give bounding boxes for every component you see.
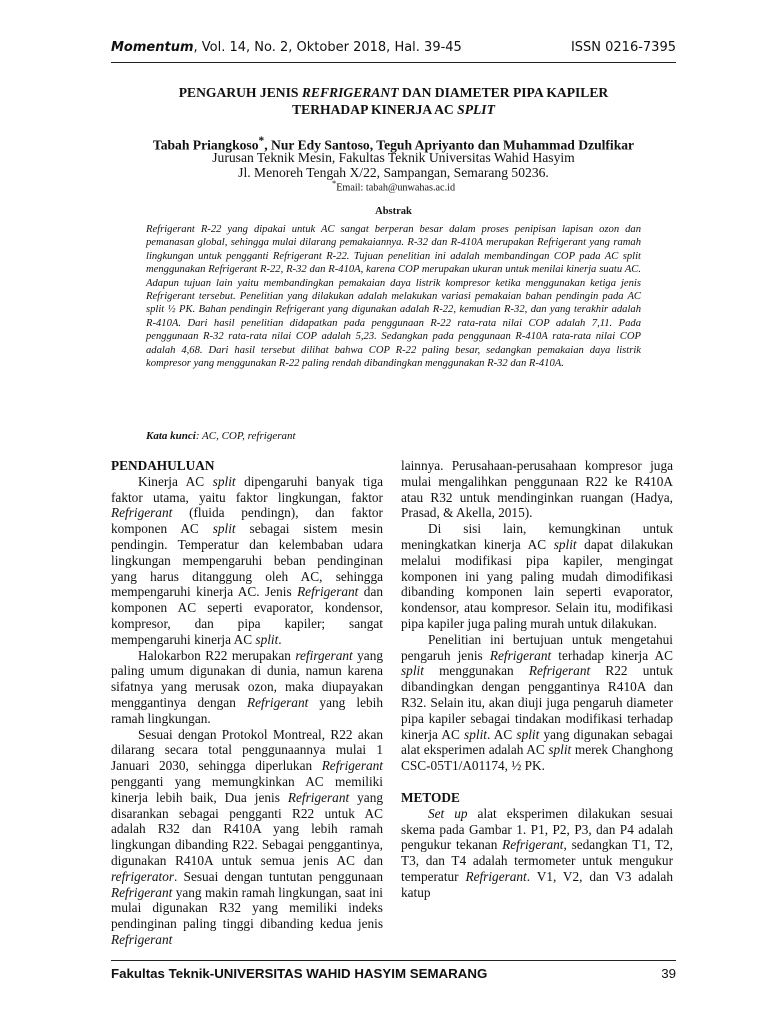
paragraph: lainnya. Perusahaan-perusahaan kompresor juga mulai mengalihkan penggunaan R22 ke R410A atau R32 untuk mendinginkan ruangan (Hadya, Prasad, & Akella, 2015). — [401, 458, 673, 521]
author-rest: , Nur Edy Santoso, Teguh Apriyanto dan Muhammad Dzulfikar — [264, 137, 635, 153]
paragraph: Kinerja AC split dipengaruhi banyak tiga faktor utama, yaitu faktor lingkungan, faktor Refrigerant (fluida pendingn), dan faktor komponen AC split sebagai sistem mesin pendingin. Temperatur dan kelembaban udara lingkungan mempengaruhi beban pendinginan yang harus ditanggung oleh AC, sehingga mempengaruhi kinerja AC. Jenis Refrigerant dan komponen AC seperti evaporator, kondensor, kompresor, dan pipa kapiler; sangat mempengaruhi kinerja AC split. — [111, 473, 384, 647]
email-mark: * — [331, 178, 337, 188]
author-email — [111, 178, 676, 193]
title-text: TERHADAP KINERJA AC — [292, 102, 458, 117]
footer-rule — [111, 960, 676, 961]
paragraph: Set up alat eksperimen dilakukan sesuai skema pada Gambar 1. P1, P2, P3, dan P4 adalah pengukur tekanan Refrigerant, sedangkan T1, T2, T3, dan T4 adalah termometer untuk mengukur temperatur Refrigerant. V1, V2, dan V3 adalah katup — [401, 805, 673, 900]
header-rule — [111, 62, 676, 63]
abstract-heading: Abstrak — [375, 206, 412, 217]
journal-citation — [111, 40, 462, 55]
keywords — [146, 430, 296, 442]
section-heading-pendahuluan: PENDAHULUAN — [111, 458, 215, 473]
paragraph: Di sisi lain, kemungkinan untuk meningkatkan kinerja AC split dapat dilakukan melalui modifikasi pipa kapiler, mengingat komponen ini yang paling mudah dimodifikasi dibanding komponen lain seperti evaporator, kondensor, atau kompresor. Selain itu, modifikasi pipa kapiler juga paling murah untuk dilakukan. — [401, 521, 673, 631]
email-text: Email: tabah@unwahas.ac.id — [336, 182, 456, 194]
keywords-text: : AC, COP, refrigerant — [195, 430, 296, 442]
section-heading-metode: METODE — [401, 789, 460, 805]
paper-title — [111, 84, 676, 118]
affiliation-address: Jl. Menoreh Tengah X/22, Sampangan, Semarang 50236. — [238, 165, 549, 180]
issn: ISSN 0216-7395 — [570, 40, 676, 55]
author-first: Tabah Priangkoso — [152, 137, 259, 153]
corresponding-mark: * — [258, 135, 265, 147]
title-italic: REFRIGERANT — [301, 85, 399, 100]
title-text: DAN DIAMETER PIPA KAPILER — [398, 85, 609, 100]
left-column — [111, 458, 383, 948]
title-italic: SPLIT — [457, 102, 495, 117]
paragraph: Halokarbon R22 merupakan refirgerant yang paling umum digunakan di dunia, namun karena sifatnya yang merusak ozon, maka diupayakan menggantinya dengan Refrigerant yang lebih ramah lingkungan. — [111, 647, 384, 726]
running-header — [111, 40, 676, 60]
paragraph: Penelitian ini bertujuan untuk mengetahui pengaruh jenis Refrigerant terhadap kinerja AC split menggunakan Refrigerant R22 untuk dibandingkan dengan penggantinya R410A dan R32. Selain itu, akan diuji juga pengaruh diameter pipa kapiler sebagai tindakan modifikasi terhadap kinerja AC split. AC split yang digunakan sebagai alat eksperimen adalah AC split merek Changhong CSC-05T1/A01174, ½ PK. — [401, 631, 673, 774]
abstract-text: Refrigerant R-22 yang dipakai untuk AC sangat berperan besar dalam proses penipisan lapisan ozon dan pemanasan global, sehingga mulai dilarang pemakaiannya. R-32 dan R-410A merupakan Refrigerant yang ramah lingkungan untuk pengganti Refrigerant R-22. Tujuan penelitian ini adalah membandingan COP pada AC split menggunakan Refrigerant R-22, R-32 dan R-410A, karena COP merupakan ukuran untuk menilai kinerja suatu AC. Adapun tujuan lain yaitu membandingkan pemakaian daya listrik kompresor ketika menggunakan ketiga jenis Refrigerant tersebut. Penelitian yang dilakukan adalah melakukan variasi pemakaian bahan pendingin pada AC split ½ PK. Bahan pendingin Refrigerant yang digunakan adalah R-22, kemudian R-32, dan yang terakhir adalah R-410A. Dari hasil penelitian didapatkan pada penggunaan R-22 rata-rata nilai COP adalah 7,11. Pada penggunaan R-32 rata-rata nilai COP adalah 5,23. Sedangkan pada penggunaan R-410A rata-rata nilai COP adalah 4,68. Dari hasil tersebut dilihat bahwa COP R-22 paling besar, sedangkan pemakaian daya listrik kompresor yang menggunakan R-22 paling rendah dibandingkan menggunakan R-32 dan R-410A. — [146, 224, 641, 370]
page-number: 39 — [661, 966, 676, 981]
keywords-label: Kata kunci — [146, 430, 196, 442]
journal-volume: , Vol. 14, No. 2, Oktober 2018, Hal. 39-45 — [193, 40, 462, 55]
paragraph: Sesuai dengan Protokol Montreal, R22 akan dilarang secara total penggunaannya mulai 1 Januari 2030, sehingga diperlukan Refrigerant pengganti yang memungkinkan AC memiliki kinerja lebih baik, Dua jenis Refrigerant yang disarankan sebagai pengganti R22 untuk AC adalah R32 dan R410A yang lebih ramah lingkungan dibanding R22. Sebagai penggantinya, digunakan R410A untuk semua jenis AC dan refrigerator. Sesuai dengan tuntutan penggunaan Refrigerant yang makin ramah lingkungan, saat ini mulai digunakan R32 yang memiliki indeks pendinginan paling tinggi dibanding kedua jenis Refrigerant — [111, 726, 384, 947]
journal-name: Momentum — [111, 40, 194, 55]
title-text: PENGARUH JENIS — [178, 85, 302, 100]
footer-institution: Fakultas Teknik-UNIVERSITAS WAHID HASYIM SEMARANG — [111, 966, 488, 981]
right-column — [401, 458, 673, 901]
affiliation-dept: Jurusan Teknik Mesin, Fakultas Teknik Universitas Wahid Hasyim — [212, 150, 575, 165]
